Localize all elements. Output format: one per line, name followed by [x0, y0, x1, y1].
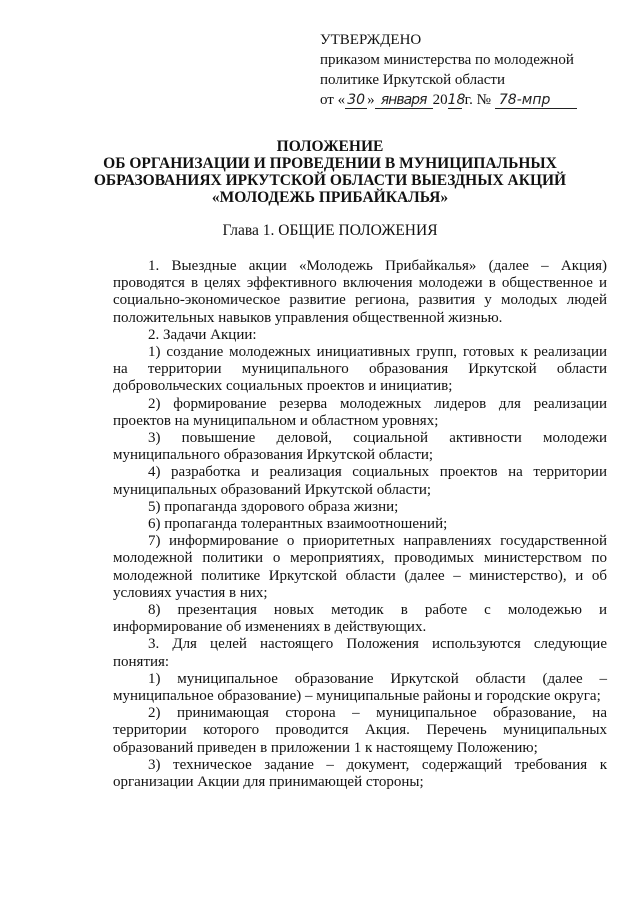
paragraph: 8) презентация новых методик в работе с молодежью и информирование об изменениях в действующих.	[113, 602, 607, 636]
paragraph: 5) пропаганда здорового образа жизни;	[148, 498, 399, 515]
approval-heading: УТВЕРЖДЕНО	[320, 32, 422, 48]
title-line-1: ПОЛОЖЕНИЕ	[276, 138, 384, 155]
document-body	[113, 258, 607, 791]
date-g: г. №	[464, 92, 491, 108]
date-year-prefix: 20	[432, 92, 448, 108]
approval-line-1: приказом министерства по молодежной	[320, 52, 574, 68]
paragraph: 1. Выездные акции «Молодежь Прибайкалья» (далее – Акция) проводятся в целях эффективного включения молодежи в общественное и социально-экономическое развитие региона, развития у молодых людей положительных навыков управления общественной жизнью.	[113, 258, 607, 326]
paragraph: 3) повышение деловой, социальной активности молодежи муниципального образования Иркутской области;	[113, 430, 607, 464]
paragraph: 7) информирование о приоритетных направлениях государственной молодежной политики о мероприятиях, проводимых министерством по молодежной политике Иркутской области (далее – министерство), и об условиях участия в них;	[113, 533, 607, 601]
paragraph: 2. Задачи Акции:	[148, 326, 257, 343]
paragraph: 2) формирование резерва молодежных лидеров для реализации проектов на муниципальном и областном уровнях;	[113, 395, 607, 429]
paragraph: 1) создание молодежных инициативных групп, готовых к реализации на территории муниципального образования Иркутской области добровольческих социальных проектов и инициатив;	[113, 344, 607, 395]
paragraph: 1) муниципальное образование Иркутской области (далее – муниципальное образование) – муниципальные районы и городские округа;	[113, 670, 607, 705]
approval-stamp	[320, 30, 577, 110]
date-day-handwritten: 30	[345, 93, 367, 109]
document-title	[60, 138, 600, 206]
title-line-2: ОБ ОРГАНИЗАЦИИ И ПРОВЕДЕНИИ В МУНИЦИПАЛЬНЫХ	[103, 155, 557, 172]
chapter-heading: Глава 1. ОБЩИЕ ПОЛОЖЕНИЯ	[222, 222, 438, 239]
approval-date-line	[320, 90, 577, 110]
date-year-handwritten: 18	[447, 92, 466, 108]
approval-line-2: политике Иркутской области	[320, 72, 505, 88]
date-mid: »	[367, 92, 375, 108]
title-line-3: ОБРАЗОВАНИЯХ ИРКУТСКОЙ ОБЛАСТИ ВЫЕЗДНЫХ АКЦИЙ	[93, 172, 567, 189]
title-line-4: «МОЛОДЕЖЬ ПРИБАЙКАЛЬЯ»	[211, 189, 449, 206]
order-number-handwritten: 78-мпр	[495, 93, 577, 109]
paragraph: 6) пропаганда толерантных взаимоотношений;	[148, 516, 448, 533]
paragraph: 4) разработка и реализация социальных проектов на территории муниципальных образований Иркутской области;	[113, 464, 607, 498]
paragraph: 3. Для целей настоящего Положения используются следующие понятия:	[113, 636, 607, 670]
date-prefix: от «	[320, 92, 346, 108]
date-month-handwritten: января	[375, 93, 433, 109]
paragraph: 3) техническое задание – документ, содержащий требования к организации Акции для принимающей стороны;	[113, 756, 607, 791]
paragraph: 2) принимающая сторона – муниципальное образование, на территории которого проводится Акция. Перечень муниципальных образований приведен в приложении 1 к настоящему Положению;	[113, 705, 607, 756]
